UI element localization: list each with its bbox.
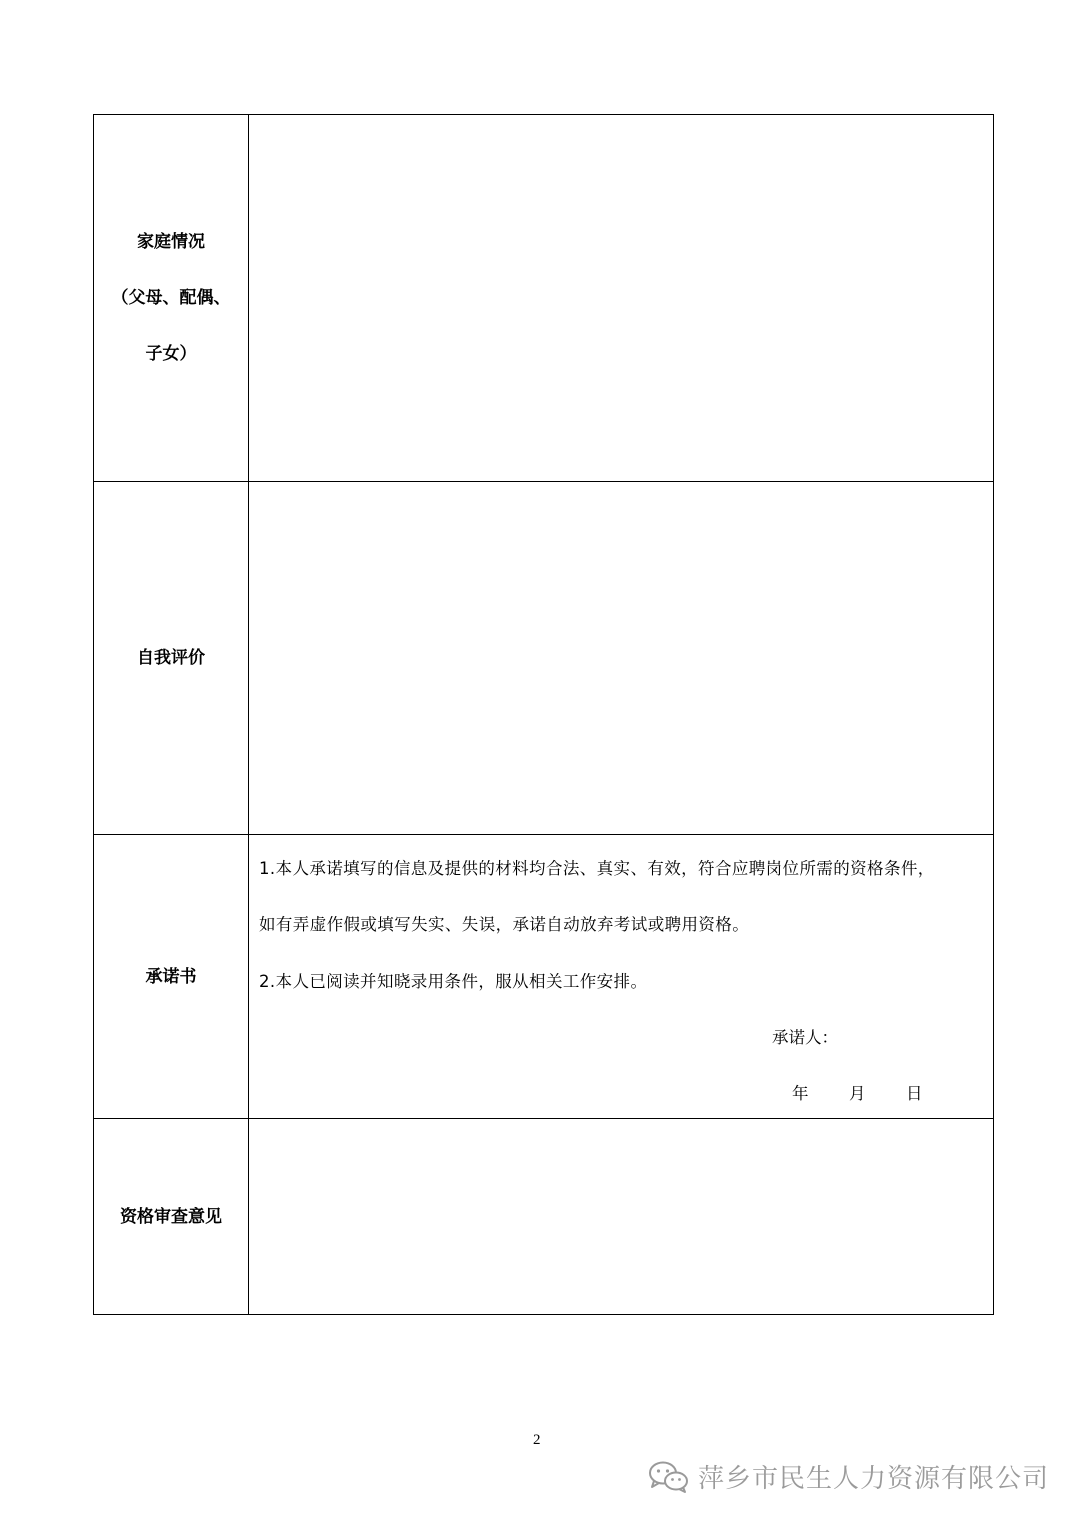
watermark-text: 萍乡市民生人力资源有限公司 (698, 1464, 1050, 1494)
qualification-review-label: 资格审查意见 (120, 1206, 222, 1227)
family-label-members: （父母、配偶、 (111, 288, 231, 308)
watermark (648, 1458, 1049, 1495)
self-evaluation-label-cell (94, 482, 249, 834)
family-label: 家庭情况 (137, 232, 205, 252)
pledge-row (94, 835, 993, 1119)
qualification-review-row (94, 1119, 993, 1314)
wechat-icon (648, 1460, 690, 1494)
page-number: 2 (533, 1432, 541, 1448)
pledge-label: 承诺书 (145, 966, 197, 987)
pledge-label-cell (94, 835, 249, 1118)
family-label-cell (94, 115, 249, 481)
pledge-date-day: 日 (906, 1084, 923, 1103)
pledge-date-year: 年 (792, 1084, 809, 1103)
qualification-review-input-cell[interactable] (249, 1119, 993, 1314)
qualification-review-label-cell (94, 1119, 249, 1314)
family-label-children: 子女） (145, 344, 197, 364)
pledge-signer-label: 承诺人： (772, 1028, 838, 1047)
self-evaluation-input-cell[interactable] (249, 482, 993, 834)
pledge-line-3: 2.本人已阅读并知晓录用条件，服从相关工作安排。 (259, 972, 648, 991)
self-evaluation-row (94, 482, 993, 835)
family-row (94, 115, 993, 482)
pledge-date-month: 月 (849, 1084, 866, 1103)
pledge-line-2: 如有弄虚作假或填写失实、失误，承诺自动放弃考试或聘用资格。 (259, 915, 750, 934)
self-evaluation-label: 自我评价 (137, 648, 205, 668)
pledge-content-cell (249, 835, 993, 1118)
application-form-table (93, 114, 994, 1315)
family-input-cell[interactable] (249, 115, 993, 481)
pledge-line-1: 1.本人承诺填写的信息及提供的材料均合法、真实、有效，符合应聘岗位所需的资格条件， (259, 859, 935, 878)
